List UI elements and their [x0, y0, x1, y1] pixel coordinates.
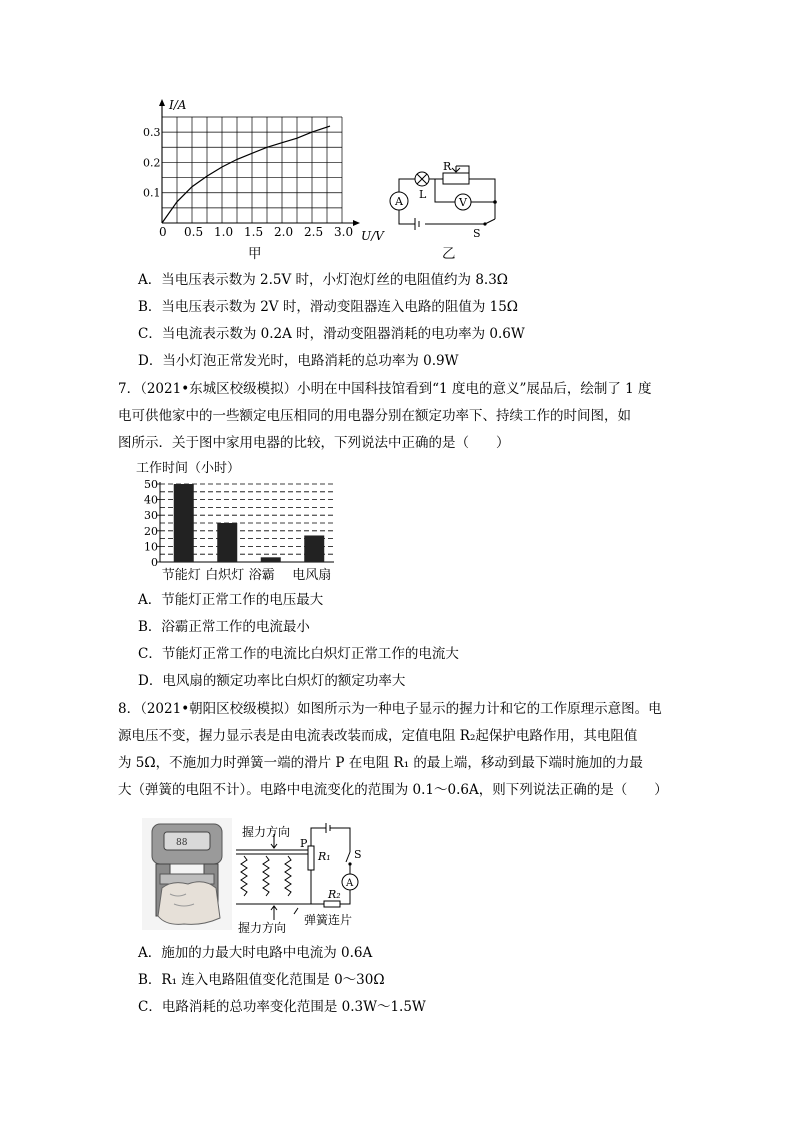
q6-option-b: B．当电压表示数为 2V 时，滑动变阻器连入电路的阻值为 15Ω	[138, 299, 519, 315]
q8-option-a: A．施加的力最大时电路中电流为 0.6A	[138, 945, 373, 961]
graph-series-line	[162, 126, 330, 223]
y-tick-label: 10	[144, 540, 158, 554]
q7-stem-line-1: 7．（2021•东城区校级模拟）小明在中国科技馆看到“1 度电的意义”展品后，绘制了 1 度	[118, 381, 652, 397]
q8-stem-line-2: 源电压不变，握力显示表是由电流表改装而成，定值电阻 R₂起保护电路作用，其电阻值	[118, 728, 638, 744]
bar-chart-y-ticks	[144, 478, 160, 569]
lamp-cross	[417, 174, 427, 184]
force-label-top: 握力方向	[242, 825, 291, 839]
wire	[435, 179, 455, 202]
wire	[399, 210, 415, 224]
y-tick-label: 0	[151, 556, 158, 569]
rheostat-label: R	[443, 160, 452, 173]
q6-option-a: A．当电压表示数为 2.5V 时，小灯泡灯丝的电阻值约为 8.3Ω	[138, 272, 509, 288]
y-axis-arrow	[159, 99, 165, 106]
graph-tick-labels	[143, 126, 353, 239]
category-label: 电风扇	[292, 568, 332, 583]
spring-plate-pointer	[294, 908, 298, 914]
q8-option-c: C．电路消耗的总功率变化范围是 0.3W～1.5W	[138, 999, 426, 1015]
x-tick-label: 2.0	[274, 225, 294, 239]
voltmeter-label: V	[459, 196, 467, 209]
ammeter-label: A	[395, 195, 403, 208]
r1-resistor	[308, 846, 314, 870]
switch-contact	[348, 862, 351, 865]
q8-stem-line-1: 8．（2021•朝阳区校级模拟）如图所示为一种电子显示的握力计和它的工作原理示意图。电	[118, 701, 662, 717]
switch-blade	[485, 219, 495, 224]
spring	[263, 856, 269, 896]
y-tick-label: 0.3	[143, 126, 161, 140]
graph-origin-label: 0	[159, 225, 167, 239]
x-tick-label: 1.5	[244, 225, 264, 239]
bar-chart-categories	[162, 567, 332, 583]
slider-p-label: P	[300, 837, 308, 850]
q7-option-d: D．电风扇的额定功率比白炽灯的额定功率大	[138, 673, 406, 689]
svg-text:88: 88	[176, 838, 188, 848]
y-tick-label: 0.2	[143, 156, 161, 170]
y-tick-label: 50	[144, 478, 158, 491]
q7-option-a: A．节能灯正常工作的电压最大	[138, 592, 324, 608]
force-label-bottom: 握力方向	[238, 921, 287, 935]
category-label: 节能灯	[161, 568, 201, 583]
q7-bar-chart	[134, 458, 354, 584]
force-arrow-bottom	[271, 906, 277, 920]
grip-schematic	[232, 820, 372, 936]
figure-caption-jia: 甲	[248, 246, 262, 262]
q8-stem-line-3: 为 5Ω，不施加力时弹簧一端的滑片 P 在电阻 R₁ 的最上端，移动到最下端时施加的力最	[118, 755, 643, 771]
q8-option-b: B．R₁ 连入电路阻值变化范围是 0～30Ω	[138, 972, 385, 988]
rheostat-box	[443, 173, 469, 184]
x-tick-label: 1.0	[214, 225, 234, 239]
bar	[174, 484, 194, 562]
wire	[469, 179, 495, 203]
q7-option-b: B．浴霸正常工作的电流最小	[138, 619, 310, 635]
ammeter-label: A	[346, 878, 354, 889]
q7-stem-line-2: 电可供他家中的一些额定电压相同的用电器分别在额定功率下、持续工作的时间图，如	[118, 408, 631, 424]
graph-x-label: U/V	[361, 229, 384, 243]
spring	[285, 856, 291, 896]
q7-option-c: C．节能灯正常工作的电流比白炽灯正常工作的电流大	[138, 646, 459, 662]
bar	[261, 557, 281, 562]
q8-stem-line-4: 大（弹簧的电阻不计）。电路中电流变化的范围为 0.1～0.6A，则下列说法正确的是（ ）	[118, 782, 668, 798]
bar	[217, 523, 237, 562]
wire	[340, 890, 350, 904]
circuit-yi	[385, 158, 505, 238]
bar	[304, 535, 324, 562]
r2-resistor	[324, 901, 340, 907]
y-tick-label: 0.1	[143, 186, 161, 200]
figure-caption-yi: 乙	[442, 246, 456, 262]
bar-chart-title: 工作时间（小时）	[136, 461, 241, 476]
wire	[311, 828, 326, 846]
x-tick-label: 2.5	[304, 225, 324, 239]
switch-label: S	[354, 848, 362, 861]
wire	[399, 179, 415, 192]
graph-y-label: I/A	[169, 98, 187, 112]
junction-dot	[493, 200, 497, 204]
lamp-label: L	[419, 188, 427, 201]
r1-label: R₁	[318, 850, 331, 863]
battery	[326, 823, 330, 833]
switch-blade	[346, 852, 350, 862]
spring-plate-label: 弹簧连片	[304, 913, 353, 927]
switch-label: S	[473, 227, 481, 240]
r2-label: R₂	[328, 888, 341, 901]
q6-option-d: D．当小灯泡正常发光时，电路消耗的总功率为 0.9W	[138, 353, 459, 369]
wire	[330, 828, 350, 852]
y-tick-label: 40	[144, 493, 158, 507]
rheostat-slider	[452, 166, 460, 172]
y-tick-label: 30	[144, 509, 158, 523]
grip-dynamometer-photo	[142, 818, 232, 930]
graph-jia	[145, 95, 385, 255]
x-tick-label: 3.0	[334, 225, 354, 239]
q7-stem-line-3: 图所示．关于图中家用电器的比较，下列说法中正确的是（ ）	[118, 435, 510, 451]
x-axis-arrow	[353, 220, 360, 226]
graph-grid	[162, 117, 342, 223]
category-label: 白炽灯	[205, 568, 245, 583]
switch-contact	[483, 222, 486, 225]
battery	[415, 218, 419, 230]
q6-option-c: C．当电流表示数为 0.2A 时，滑动变阻器消耗的电功率为 0.6W	[138, 326, 525, 342]
y-tick-label: 20	[144, 524, 158, 538]
x-tick-label: 0.5	[184, 225, 204, 239]
spring	[241, 856, 247, 896]
category-label: 浴霸	[248, 568, 275, 583]
